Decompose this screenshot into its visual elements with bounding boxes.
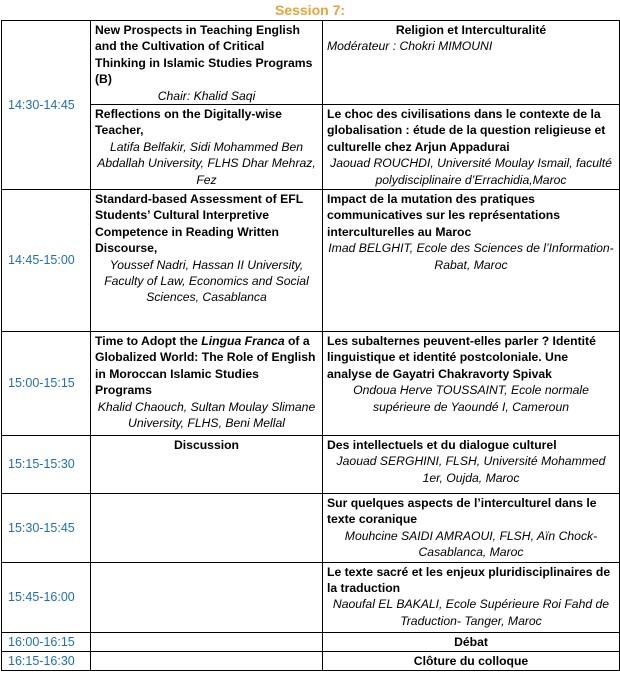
discussion-label: Discussion <box>173 438 240 453</box>
debate-cell <box>323 632 620 651</box>
closing-label: Clôture du colloque <box>413 654 529 669</box>
paper-cell <box>323 436 620 494</box>
session-title-en: New Prospects in Teaching English and the Cultivation of Critical Thinking in Islamic Studies Programs (B) <box>95 23 313 87</box>
time-cell: 15:30-15:45 <box>2 494 91 563</box>
time-cell: 14:45-15:00 <box>2 190 91 332</box>
paper-authors: Imad BELGHIT, Ecole des Sciences de l’Information- Rabat, Maroc <box>328 241 614 272</box>
empty-cell <box>91 494 323 563</box>
paper-title: Des intellectuels et du dialogue culturel <box>327 438 557 453</box>
paper-authors: Khalid Chaouch, Sultan Moulay Slimane University, FLHS, Beni Mellal <box>97 399 316 431</box>
paper-title: Reflections on the Digitally-wise Teacher, <box>95 107 282 138</box>
paper-authors: Mouhcine SAIDI AMRAOUI, FLSH, Aïn Chock-Casablanca, Maroc <box>344 528 598 560</box>
paper-cell <box>323 562 620 632</box>
table-row <box>2 652 620 671</box>
closing-cell <box>323 652 620 671</box>
discussion-cell <box>91 436 323 494</box>
paper-title-italic: Lingua Franca <box>201 334 285 349</box>
time-cell: 15:15-15:30 <box>2 436 91 494</box>
paper-title: Sur quelques aspects de l’interculturel dans le texte coranique <box>327 496 597 527</box>
table-row <box>2 494 620 563</box>
moderator-text: Modérateur : Chokri MIMOUNI <box>327 39 493 54</box>
paper-title: Le choc des civilisations dans le contexte de la globalisation : étude de la question religieuse et culturelle chez Arjun Appadurai <box>327 107 606 154</box>
paper-authors: Ondoua Herve TOUSSAINT, Ecole normale supérieure de Yaoundé I, Cameroun <box>353 383 589 414</box>
time-cell: 14:30-14:45 <box>2 21 91 190</box>
paper-cell <box>91 332 323 436</box>
paper-authors: Youssef Nadri, Hassan II University, Faculty of Law, Economics and Social Sciences, Casablanca <box>104 257 309 305</box>
paper-title: Impact de la mutation des pratiques communicatives sur les représentations interculturelles au Maroc <box>327 192 561 239</box>
session-cell-en <box>91 21 323 190</box>
empty-cell <box>91 652 323 671</box>
paper-cell <box>323 332 620 436</box>
empty-cell <box>91 562 323 632</box>
paper-authors: Naoufal EL BAKALI, Ecole Supérieure Roi Fahd de Traduction- Tanger, Maroc <box>332 597 610 628</box>
table-row <box>2 632 620 651</box>
chair-text: Chair: Khalid Saqi <box>157 88 256 103</box>
schedule-table <box>1 20 620 671</box>
table-row <box>2 562 620 632</box>
session-title: Session 7: <box>274 2 346 18</box>
paper-authors: Jaouad ROUCHDI, Université Moulay Ismail, faculté polydisciplinaire d’Errachidia,Maroc <box>330 156 612 187</box>
paper-authors: Jaouad SERGHINI, FLSH, Université Mohammed 1er, Oujda, Maroc <box>336 454 606 485</box>
paper-title: Standard-based Assessment of EFL Students’ Cultural Interpretive Competence in Reading Written Discourse, <box>95 192 303 256</box>
paper-title-part: of a Globalized World: The Role of English in Moroccan Islamic Studies Programs <box>95 334 316 398</box>
time-cell: 16:15-16:30 <box>2 652 91 671</box>
paper-cell <box>323 494 620 563</box>
time-cell: 15:00-15:15 <box>2 332 91 436</box>
paper-authors: Latifa Belfakir, Sidi Mohammed Ben Abdallah University, FLHS Dhar Mehraz, Fez <box>97 139 316 187</box>
table-row <box>2 332 620 436</box>
session-cell-fr <box>323 21 620 190</box>
table-row <box>2 190 620 332</box>
paper-cell <box>323 190 620 332</box>
paper-title-part: Time to Adopt the <box>95 334 202 349</box>
empty-cell <box>91 632 323 651</box>
time-cell: 15:45-16:00 <box>2 562 91 632</box>
debate-label: Débat <box>454 634 488 649</box>
paper-title: Les subalternes peuvent-elles parler ? Identité linguistique et identité postcoloniale. Une analyse de Gayatri Chakravorty Spivak <box>327 334 596 381</box>
table-row <box>2 21 620 190</box>
session-title-fr: Religion et Interculturalité <box>395 23 547 37</box>
paper-cell <box>91 190 323 332</box>
paper-title <box>95 333 318 399</box>
table-row <box>2 436 620 494</box>
paper-title: Le texte sacré et les enjeux pluridisciplinaires de la traduction <box>327 564 611 596</box>
time-cell: 16:00-16:15 <box>2 632 91 651</box>
